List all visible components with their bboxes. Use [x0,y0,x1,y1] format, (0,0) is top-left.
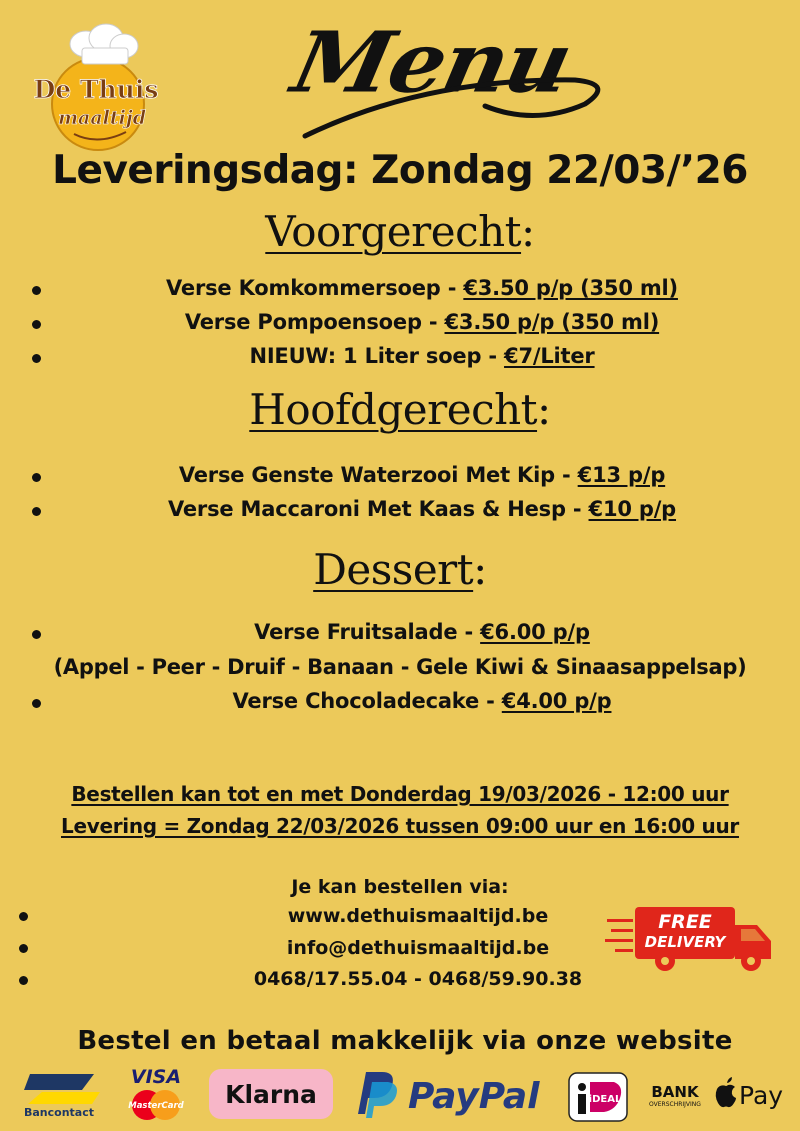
delivery-window: Levering = Zondag 22/03/2026 tussen 09:00 uur en 16:00 uur [61,814,739,838]
section-title-starters: Voorgerecht: [265,207,535,256]
paypal-label: PayPal [408,1076,540,1117]
menu-title [285,8,615,148]
klarna-logo [209,1069,333,1119]
menu-item: Verse Genste Waterzooi Met Kip - €13 p/p [178,463,666,487]
bancontact-label: Bancontact [24,1106,95,1119]
chef-hat-icon [70,24,138,64]
menu-item: Verse Pompoensoep - €3.50 p/p (350 ml) [184,310,660,334]
section-title-desserts: Dessert: [313,545,487,594]
contact-heading: Je kan bestellen via: [291,876,509,898]
menu-item: Verse Chocoladecake - €4.00 p/p [232,689,612,713]
bank-label: BANK [651,1083,699,1101]
logo-line2: maaltijd [57,107,147,129]
apple-icon [716,1077,736,1107]
phone-numbers: 0468/17.55.04 - 0468/59.90.38 [253,968,583,990]
section-title-mains: Hoofdgerecht: [249,385,551,434]
order-deadline: Bestellen kan tot en met Donderdag 19/03/2026 - 12:00 uur [71,782,729,806]
menu-title-text: Menu [284,12,579,112]
website-link[interactable]: www.dethuismaaltijd.be [287,905,549,927]
menu-title-swash [285,8,615,148]
menu-item: Verse Fruitsalade - €6.00 p/p [254,620,590,644]
menu-item: Verse Maccaroni Met Kaas & Hesp - €10 p/p [167,497,677,521]
menu-item: NIEUW: 1 Liter soep - €7/Liter [249,344,595,368]
logo-line1: De Thuis [33,75,159,104]
free-delivery-truck-icon [605,903,775,973]
menu-item: Verse Komkommersoep - €3.50 p/p (350 ml) [166,276,678,300]
fruitsalade-ingredients: (Appel - Peer - Druif - Banaan - Gele Kiwi & Sinaasappelsap) [53,655,747,679]
email-link[interactable]: info@dethuismaaltijd.be [286,937,550,959]
klarna-label: Klarna [225,1079,317,1109]
apple-pay-logo [714,1074,792,1112]
bank-transfer-logo [646,1082,704,1108]
payment-heading: Bestel en betaal makkelijk via onze website [77,1026,733,1056]
visa-mastercard-logo [125,1065,187,1123]
visa-label: VISA [130,1066,182,1088]
de-thuis-maaltijd-logo [22,22,172,152]
paypal-logo [352,1068,552,1120]
bank-sublabel: OVERSCHRIJVING [649,1101,701,1108]
ideal-label: iDEAL [588,1094,622,1105]
delivery-day-heading: Leveringsdag: Zondag 22/03/’26 [52,148,748,193]
apple-pay-label: Pay [739,1081,784,1110]
paypal-p-icon [358,1072,397,1118]
ideal-logo [568,1072,628,1122]
delivery-label: DELIVERY [644,933,726,951]
free-label: FREE [658,911,712,933]
bancontact-logo [22,1068,104,1120]
mastercard-label: MasterCard [128,1101,184,1111]
